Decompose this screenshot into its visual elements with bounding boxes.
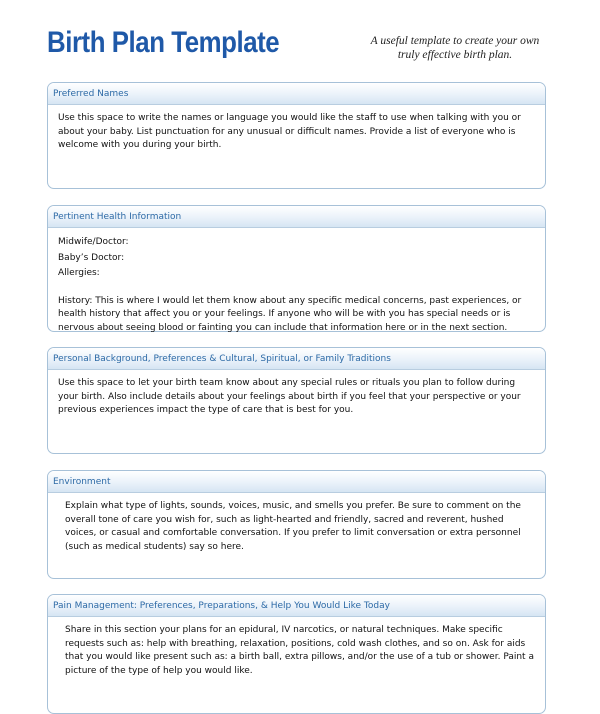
field-babys-doctor[interactable]: Baby’s Doctor: bbox=[58, 252, 125, 263]
section-heading: Pain Management: Preferences, Preparations, & Help You Would Like Today bbox=[48, 595, 545, 617]
tagline-line-2: truly effective birth plan. bbox=[397, 49, 513, 61]
section-personal-background bbox=[47, 347, 546, 454]
section-heading: Environment bbox=[48, 471, 545, 493]
section-instructions[interactable]: Explain what type of lights, sounds, voices, music, and smells you prefer. Be sure to comment on the overall tone of care you wish for, such as light-hearted and friendly, sacred and reverent, hushed voices, or casual and comfortable conversation. If you prefer to limit conversation or extra personnel (such as medical students) say so here. bbox=[65, 501, 521, 552]
section-health-information bbox=[47, 205, 546, 332]
field-allergies[interactable]: Allergies: bbox=[58, 268, 100, 278]
section-heading: Personal Background, Preferences & Cultural, Spiritual, or Family Traditions bbox=[48, 348, 545, 370]
field-history[interactable]: History: This is where I would let them know about any specific medical concerns, past experiences, or health history that affect you or your feelings. If anyone who will be with you has special needs or is nervous about seeing blood or fainting you can include that information here or in the next section. bbox=[58, 295, 522, 333]
field-midwife-doctor[interactable]: Midwife/Doctor: bbox=[58, 237, 129, 247]
section-heading: Preferred Names bbox=[48, 83, 545, 105]
section-heading: Pertinent Health Information bbox=[48, 206, 545, 228]
section-preferred-names bbox=[47, 82, 546, 189]
tagline-line-1: A useful template to create your own bbox=[370, 35, 540, 47]
section-pain-management bbox=[47, 594, 546, 714]
section-instructions[interactable]: Share in this section your plans for an epidural, IV narcotics, or natural techniques. Make specific requests such as: help with breathing, relaxation, positions, cold wash clothes, and so on. Ask for aids that you would like present such as: a birth ball, extra pillows, and/or the use of a tub or shower. Paint a picture of the type of help you would like. bbox=[65, 625, 534, 676]
document-title: Birth Plan Template bbox=[47, 26, 280, 59]
section-instructions[interactable]: Use this space to write the names or language you would like the staff to use when talking with you or about your baby. List punctuation for any unusual or difficult names. Provide a list of everyone who is welcome with you during your birth. bbox=[58, 113, 521, 150]
tagline bbox=[345, 34, 565, 62]
section-instructions[interactable]: Use this space to let your birth team know about any special rules or rituals you plan to follow during your birth. Also include details about your feelings about birth if you feel that your perspective or your previous experiences impact the type of care that is best for you. bbox=[58, 378, 521, 415]
section-environment bbox=[47, 470, 546, 579]
